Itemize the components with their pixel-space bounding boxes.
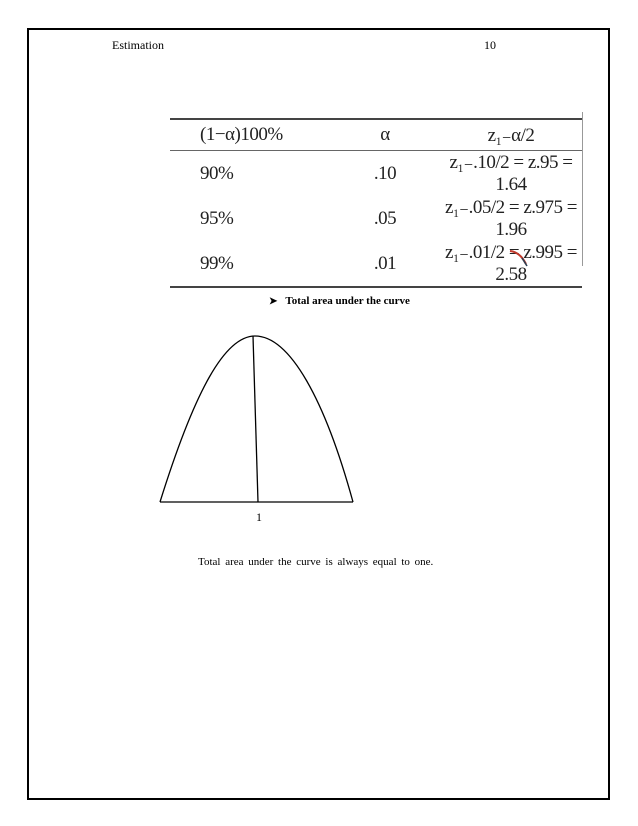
- table-cell-confidence: 99%: [170, 241, 330, 287]
- table-cell-z: z₁₋.05/2 = z.975 = 1.96: [445, 197, 577, 240]
- table-cell-z: z₁₋.01/2 = z.995 = 2.58: [440, 241, 582, 287]
- table-row: [170, 196, 582, 241]
- section-heading: [269, 295, 410, 307]
- table-cell-confidence: 95%: [200, 207, 234, 229]
- running-header-title: Estimation: [112, 38, 164, 52]
- table-row: [170, 151, 582, 197]
- table-cell-alpha: .01: [330, 241, 440, 287]
- table-cell-alpha: .05: [373, 207, 397, 229]
- bell-curve-diagram: [155, 330, 365, 510]
- table-right-rule: [582, 112, 583, 266]
- table-cell-alpha: .10: [373, 162, 397, 184]
- body-paragraph: Total area under the curve is always equal to one.: [198, 556, 434, 568]
- column-header-alpha: α: [330, 119, 440, 151]
- page-number: 10: [484, 38, 496, 52]
- arrow-bullet-icon: ➤: [269, 296, 278, 307]
- column-header-z: z₁₋α/2: [440, 119, 582, 151]
- table-cell-z: z₁₋.10/2 = z.95 = 1.64: [449, 152, 573, 195]
- table-cell-confidence: 90%: [200, 162, 234, 184]
- pen-mark-icon: [508, 248, 530, 270]
- curve-area-label: 1: [256, 510, 262, 524]
- table-header-row: [170, 119, 582, 151]
- column-header-confidence: (1−α)100%: [170, 119, 330, 151]
- bell-curve: [160, 336, 353, 502]
- curve-center-line: [253, 336, 258, 502]
- section-heading-text: Total area under the curve: [285, 295, 410, 307]
